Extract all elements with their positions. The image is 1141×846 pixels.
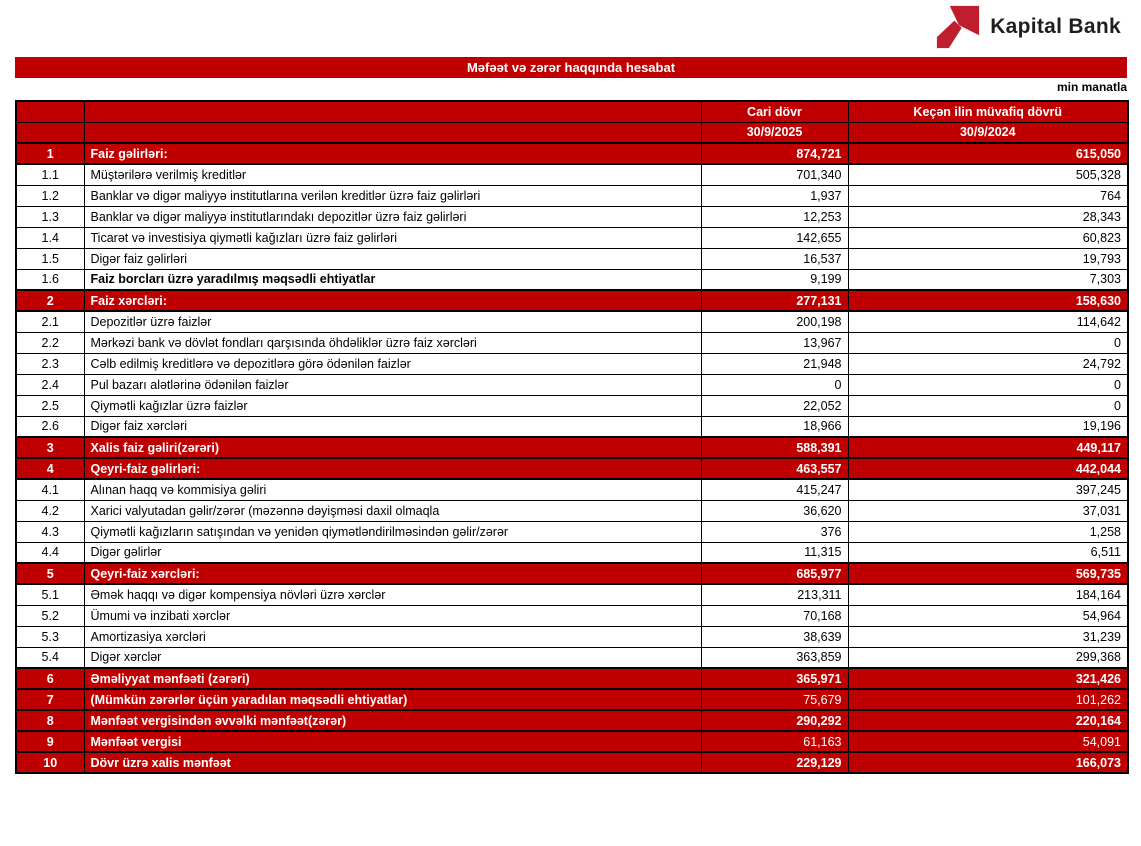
value-previous: 24,792 [848,353,1128,374]
report-title: Məfəət və zərər haqqında hesabat [466,60,676,75]
row-number: 6 [16,668,84,689]
table-row [16,584,1128,605]
row-label: Ümumi və inzibati xərclər [84,605,701,626]
table-row [16,227,1128,248]
value-current: 22,052 [701,395,848,416]
row-number: 4.1 [16,479,84,500]
row-label: Depozitlər üzrə faizlər [84,311,701,332]
value-previous: 764 [848,185,1128,206]
row-label: Digər faiz gəlirləri [84,248,701,269]
value-previous: 321,426 [848,668,1128,689]
value-current: 200,198 [701,311,848,332]
table-row [16,647,1128,668]
value-current: 1,937 [701,185,848,206]
row-label: Mənfəət vergisindən əvvəlki mənfəət(zərər) [84,710,701,731]
row-number: 5.4 [16,647,84,668]
value-current: 75,679 [701,689,848,710]
value-current: 11,315 [701,542,848,563]
table-row [16,164,1128,185]
table-row [16,185,1128,206]
row-label: Xalis faiz gəliri(zərəri) [84,437,701,458]
header-empty-label-2 [84,122,701,143]
row-number: 1.3 [16,206,84,227]
value-previous: 0 [848,332,1128,353]
row-number: 9 [16,731,84,752]
table-row [16,626,1128,647]
header-empty-label [84,101,701,122]
value-current: 588,391 [701,437,848,458]
value-previous: 54,091 [848,731,1128,752]
value-current: 701,340 [701,164,848,185]
row-number: 1.6 [16,269,84,290]
table-row [16,353,1128,374]
header-previous-date: 30/9/2024 [848,122,1128,143]
table-row [16,668,1128,689]
value-previous: 158,630 [848,290,1128,311]
header-row-date [16,122,1128,143]
value-previous: 184,164 [848,584,1128,605]
row-number: 2.6 [16,416,84,437]
value-previous: 166,073 [848,752,1128,773]
value-current: 70,168 [701,605,848,626]
value-current: 13,967 [701,332,848,353]
value-current: 277,131 [701,290,848,311]
value-previous: 442,044 [848,458,1128,479]
row-number: 1.1 [16,164,84,185]
table-row [16,437,1128,458]
row-label: Faiz borcları üzrə yaradılmış məqsədli ehtiyatlar [84,269,701,290]
value-previous: 7,303 [848,269,1128,290]
row-label: Qeyri-faiz gəlirləri: [84,458,701,479]
value-current: 365,971 [701,668,848,689]
row-number: 5.1 [16,584,84,605]
unit-note: min manatla [1056,80,1127,94]
value-previous: 397,245 [848,479,1128,500]
table-row [16,479,1128,500]
header-current-period: Cari dövr [701,101,848,122]
table-row [16,416,1128,437]
row-number: 2 [16,290,84,311]
row-number: 1.4 [16,227,84,248]
row-number: 2.5 [16,395,84,416]
table-row [16,290,1128,311]
value-current: 685,977 [701,563,848,584]
row-label: Amortizasiya xərcləri [84,626,701,647]
row-label: Faiz gəlirləri: [84,143,701,164]
value-previous: 0 [848,395,1128,416]
value-current: 229,129 [701,752,848,773]
row-label: Digər gəlirlər [84,542,701,563]
value-current: 0 [701,374,848,395]
value-previous: 0 [848,374,1128,395]
value-previous: 1,258 [848,521,1128,542]
table-row [16,374,1128,395]
table-row [16,731,1128,752]
table-row [16,458,1128,479]
report-table-body [16,143,1128,773]
report-table [15,100,1129,774]
header-empty-no [16,101,84,122]
row-number: 5.2 [16,605,84,626]
value-current: 38,639 [701,626,848,647]
table-row [16,752,1128,773]
row-number: 5.3 [16,626,84,647]
row-label: Mənfəət vergisi [84,731,701,752]
value-current: 18,966 [701,416,848,437]
value-current: 376 [701,521,848,542]
table-row [16,605,1128,626]
value-previous: 101,262 [848,689,1128,710]
table-row [16,269,1128,290]
row-number: 7 [16,689,84,710]
table-row [16,332,1128,353]
value-current: 874,721 [701,143,848,164]
row-number: 2.2 [16,332,84,353]
row-label: Pul bazarı alətlərinə ödənilən faizlər [84,374,701,395]
kapital-bank-logo-text: Kapital Bank [990,15,1121,38]
value-previous: 31,239 [848,626,1128,647]
row-label: Cəlb edilmiş kreditlərə və depozitlərə görə ödənilən faizlər [84,353,701,374]
kapital-bank-logo [936,5,1121,49]
row-label: Ticarət və investisiya qiymətli kağızları üzrə faiz gəlirləri [84,227,701,248]
row-number: 1.2 [16,185,84,206]
value-previous: 569,735 [848,563,1128,584]
row-label: Digər xərclər [84,647,701,668]
value-previous: 60,823 [848,227,1128,248]
row-label: Xarici valyutadan gəlir/zərər (məzənnə dəyişməsi daxil olmaqla [84,500,701,521]
row-number: 1.5 [16,248,84,269]
value-previous: 505,328 [848,164,1128,185]
row-number: 5 [16,563,84,584]
value-previous: 54,964 [848,605,1128,626]
row-label: Faiz xərcləri: [84,290,701,311]
value-current: 9,199 [701,269,848,290]
row-number: 2.3 [16,353,84,374]
header-empty-no-2 [16,122,84,143]
row-label: (Mümkün zərərlər üçün yaradılan məqsədli ehtiyatlar) [84,689,701,710]
value-previous: 28,343 [848,206,1128,227]
kapital-bank-logo-icon [936,5,980,49]
table-row [16,143,1128,164]
value-previous: 37,031 [848,500,1128,521]
row-number: 4.2 [16,500,84,521]
table-row [16,395,1128,416]
table-row [16,710,1128,731]
table-row [16,689,1128,710]
row-label: Müştərilərə verilmiş kreditlər [84,164,701,185]
row-label: Qeyri-faiz xərcləri: [84,563,701,584]
value-current: 36,620 [701,500,848,521]
table-row [16,521,1128,542]
value-previous: 19,196 [848,416,1128,437]
row-number: 3 [16,437,84,458]
row-label: Digər faiz xərcləri [84,416,701,437]
table-header [16,101,1128,143]
row-number: 4 [16,458,84,479]
table-row [16,248,1128,269]
table-row [16,563,1128,584]
row-label: Əmək haqqı və digər kompensiya növləri üzrə xərclər [84,584,701,605]
header-previous-period: Keçən ilin müvafiq dövrü [848,101,1128,122]
row-label: Mərkəzi bank və dövlət fondları qarşısında öhdəliklər üzrə faiz xərcləri [84,332,701,353]
row-number: 4.4 [16,542,84,563]
row-label: Qiymətli kağızlar üzrə faizlər [84,395,701,416]
table-row [16,500,1128,521]
value-current: 61,163 [701,731,848,752]
row-number: 8 [16,710,84,731]
value-current: 16,537 [701,248,848,269]
table-row [16,311,1128,332]
row-number: 1 [16,143,84,164]
row-number: 4.3 [16,521,84,542]
header-current-date: 30/9/2025 [701,122,848,143]
value-current: 142,655 [701,227,848,248]
row-label: Qiymətli kağızların satışından və yenidən qiymətləndirilməsindən gəlir/zərər [84,521,701,542]
row-label: Banklar və digər maliyyə institutlarına verilən kreditlər üzrə faiz gəlirləri [84,185,701,206]
row-label: Banklar və digər maliyyə institutlarındakı depozitlər üzrə faiz gəlirləri [84,206,701,227]
row-label: Alınan haqq və kommisiya gəliri [84,479,701,500]
report-title-bar [15,57,1127,78]
row-number: 2.4 [16,374,84,395]
value-current: 213,311 [701,584,848,605]
row-label: Əməliyyat mənfəəti (zərəri) [84,668,701,689]
value-current: 12,253 [701,206,848,227]
value-previous: 299,368 [848,647,1128,668]
value-current: 21,948 [701,353,848,374]
value-previous: 220,164 [848,710,1128,731]
value-current: 363,859 [701,647,848,668]
row-number: 10 [16,752,84,773]
value-previous: 19,793 [848,248,1128,269]
value-previous: 615,050 [848,143,1128,164]
table-row [16,542,1128,563]
value-current: 415,247 [701,479,848,500]
header-row-period [16,101,1128,122]
value-previous: 449,117 [848,437,1128,458]
value-previous: 114,642 [848,311,1128,332]
row-number: 2.1 [16,311,84,332]
table-row [16,206,1128,227]
value-current: 463,557 [701,458,848,479]
value-previous: 6,511 [848,542,1128,563]
row-label: Dövr üzrə xalis mənfəət [84,752,701,773]
value-current: 290,292 [701,710,848,731]
